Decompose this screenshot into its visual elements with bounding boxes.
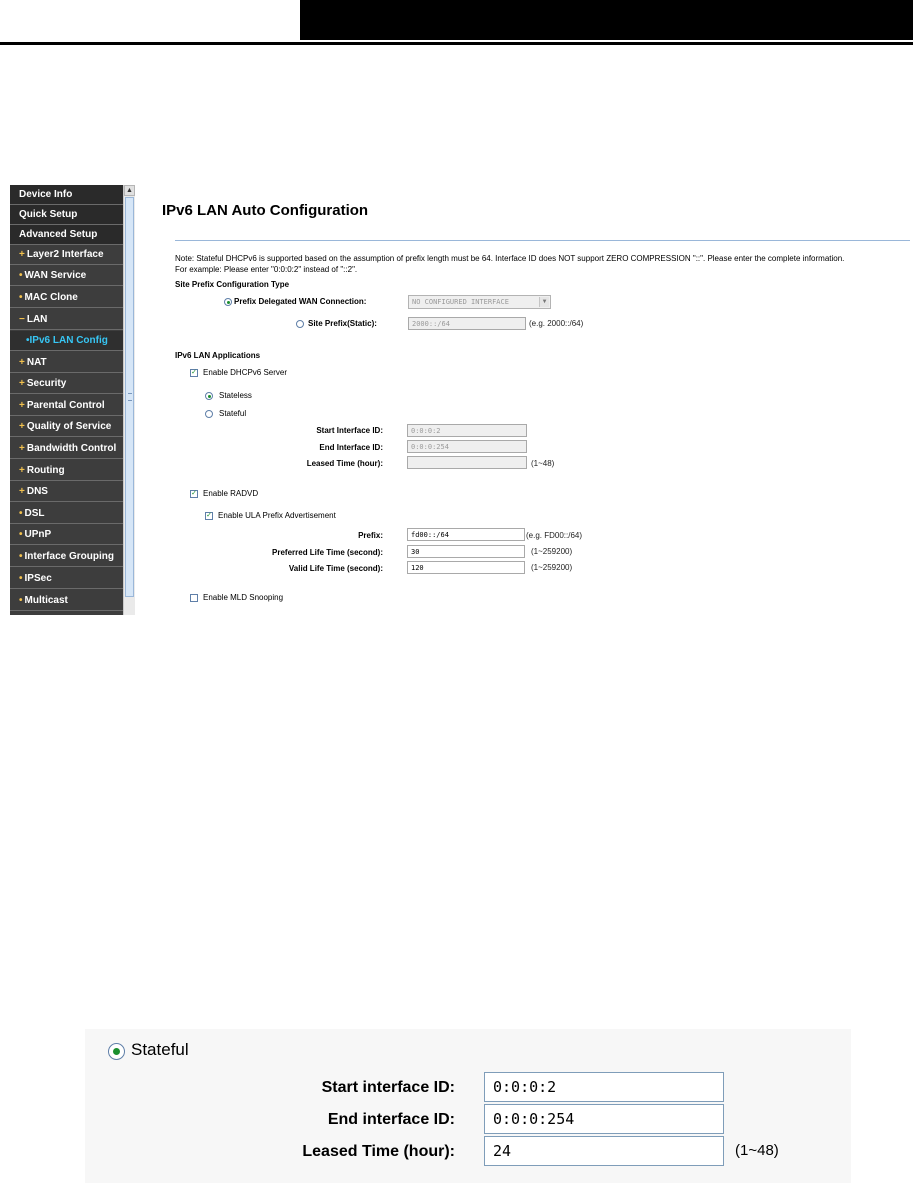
- note-line-1: Note: Stateful DHCPv6 is supported based on the assumption of prefix length must be 64. Interface ID does NOT support ZERO COMPRESSION "::". Please enter the complete information.: [175, 254, 845, 263]
- sidebar-item-label: DNS: [26, 486, 48, 497]
- site-prefix-static-hint: (e.g. 2000::/64): [529, 319, 584, 328]
- enable-mld-snooping-checkbox[interactable]: [190, 594, 198, 602]
- preferred-life-time-input[interactable]: [407, 545, 525, 558]
- site-prefix-static-radio[interactable]: [296, 320, 304, 328]
- sidebar-bullet-icon: +: [19, 421, 25, 432]
- sidebar-item-label: Parental Control: [26, 400, 105, 411]
- sidebar-bullet-icon: •: [19, 270, 23, 281]
- main-content: [135, 185, 910, 615]
- enable-radvd-checkbox[interactable]: ✓: [191, 490, 197, 497]
- leased-time-input-zoom[interactable]: [484, 1136, 724, 1166]
- valid-life-time-label: Valid Life Time (second):: [288, 564, 383, 573]
- prefix-hint: (e.g. FD00::/64): [526, 531, 583, 540]
- sidebar-item-label: DSL: [24, 508, 45, 519]
- sidebar-item-label: Multicast: [24, 595, 68, 606]
- router-config-screenshot: [10, 185, 910, 615]
- note-line-2: For example: Please enter "0:0:0:2" instead of "::2".: [175, 265, 358, 274]
- start-interface-id-input[interactable]: [407, 424, 527, 437]
- enable-dhcpv6-checkbox[interactable]: ✓: [191, 369, 197, 376]
- enable-dhcpv6-label: Enable DHCPv6 Server: [203, 368, 288, 377]
- sidebar-bullet-icon: •: [19, 292, 23, 303]
- sidebar-item-mac-clone[interactable]: [10, 288, 123, 308]
- sidebar-item-quick-setup[interactable]: [10, 205, 123, 225]
- leased-time-hint-zoom: (1~48): [735, 1142, 779, 1159]
- preferred-life-time-label: Preferred Life Time (second):: [272, 548, 383, 557]
- enable-ula-label: Enable ULA Prefix Advertisement: [218, 511, 336, 520]
- sidebar-item-routing[interactable]: [10, 461, 123, 481]
- sidebar-bullet-icon: •: [19, 529, 23, 540]
- sidebar-item-label: Quick Setup: [19, 209, 78, 220]
- sidebar-bullet-icon: +: [19, 249, 25, 260]
- sidebar-item-device-info[interactable]: [10, 185, 123, 205]
- prefix-delegated-wan-value: NO CONFIGURED INTERFACE: [412, 298, 509, 306]
- prefix-delegated-label: Prefix Delegated WAN Connection:: [234, 297, 367, 306]
- sidebar-item-label: Layer2 Interface: [26, 249, 104, 260]
- leased-time-input[interactable]: [407, 456, 527, 469]
- prefix-delegated-radio[interactable]: [224, 298, 232, 306]
- sidebar-item-nat[interactable]: [10, 353, 123, 373]
- start-interface-id-label: Start Interface ID:: [316, 426, 383, 435]
- sidebar-bullet-icon: +: [19, 443, 25, 454]
- sidebar-item-layer2-interface[interactable]: [10, 245, 123, 265]
- stateful-zoom-screenshot: [85, 1029, 851, 1183]
- site-prefix-static-input[interactable]: [408, 317, 526, 330]
- stateful-label: Stateful: [219, 409, 247, 418]
- sidebar-item-ipsec[interactable]: [10, 569, 123, 589]
- sidebar-item-label: WAN Service: [24, 270, 87, 281]
- sidebar-item-dsl[interactable]: [10, 504, 123, 524]
- start-interface-id-input-zoom[interactable]: [484, 1072, 724, 1102]
- valid-life-time-input[interactable]: [407, 561, 525, 574]
- title-divider: [175, 240, 910, 241]
- prefix-delegated-wan-select[interactable]: [408, 295, 551, 309]
- sidebar-item-multicast[interactable]: [10, 591, 123, 611]
- stateful-label-zoom: Stateful: [131, 1040, 189, 1059]
- sidebar-item-label: MAC Clone: [24, 292, 78, 303]
- sidebar-item-lan[interactable]: [10, 310, 123, 330]
- sidebar-bullet-icon: •: [19, 508, 23, 519]
- preferred-life-time-hint: (1~259200): [531, 547, 573, 556]
- sidebar-item-dns[interactable]: [10, 482, 123, 502]
- prefix-input[interactable]: [407, 528, 525, 541]
- end-interface-id-label: End Interface ID:: [319, 443, 383, 452]
- enable-mld-snooping-label: Enable MLD Snooping: [203, 593, 284, 602]
- prefix-label: Prefix:: [358, 531, 383, 540]
- leased-time-label: Leased Time (hour):: [306, 459, 383, 468]
- start-interface-id-label-zoom: Start interface ID:: [321, 1079, 455, 1096]
- scroll-grip-icon: [128, 393, 132, 401]
- site-prefix-section-title: Site Prefix Configuration Type: [175, 280, 290, 289]
- sidebar-item-parental-control[interactable]: [10, 396, 123, 416]
- sidebar-item-advanced-setup[interactable]: [10, 225, 123, 245]
- enable-radvd-label: Enable RADVD: [203, 489, 259, 498]
- sidebar-bullet-icon: +: [19, 400, 25, 411]
- sidebar-bullet-icon: •: [19, 573, 23, 584]
- stateful-radio[interactable]: [205, 410, 213, 418]
- enable-ula-checkbox[interactable]: ✓: [206, 512, 212, 519]
- sidebar-item-bandwidth-control[interactable]: [10, 439, 123, 459]
- sidebar-item-interface-grouping[interactable]: [10, 547, 123, 567]
- stateless-radio[interactable]: [205, 392, 213, 400]
- sidebar-item-label: Advanced Setup: [19, 229, 98, 240]
- sidebar-bullet-icon: •: [19, 595, 23, 606]
- end-interface-id-input-zoom[interactable]: [484, 1104, 724, 1134]
- sidebar-item-label: LAN: [26, 314, 48, 325]
- sidebar-bullet-icon: +: [19, 357, 25, 368]
- sidebar-bullet-icon: +: [19, 378, 25, 389]
- sidebar-bullet-icon: −: [19, 314, 25, 325]
- sidebar-item-label: Device Info: [19, 189, 73, 200]
- chevron-down-icon: ▼: [539, 297, 549, 307]
- sidebar-bullet-icon: +: [19, 486, 25, 497]
- document-header-bar: [300, 0, 913, 40]
- sidebar-item-label: Quality of Service: [26, 421, 112, 432]
- leased-time-hint: (1~48): [531, 459, 555, 468]
- sidebar-item-label: IPSec: [24, 573, 52, 584]
- sidebar-item-security[interactable]: [10, 374, 123, 394]
- sidebar-scrollbar[interactable]: [123, 185, 135, 615]
- sidebar-item-label: UPnP: [24, 529, 52, 540]
- sidebar-item-quality-of-service[interactable]: [10, 417, 123, 437]
- sidebar-bullet-icon: •: [19, 551, 23, 562]
- sidebar-item-label: Security: [26, 378, 67, 389]
- scroll-up-arrow-icon[interactable]: ▲: [124, 185, 135, 196]
- end-interface-id-label-zoom: End interface ID:: [327, 1111, 455, 1128]
- document-header-rule: [0, 42, 913, 45]
- sidebar-item-ipv6-lan-config[interactable]: [10, 331, 123, 351]
- sidebar-item-wan-service[interactable]: [10, 266, 123, 286]
- stateless-label: Stateless: [219, 391, 252, 400]
- sidebar-item-label: NAT: [26, 357, 47, 368]
- sidebar-item-label: Bandwidth Control: [26, 443, 117, 454]
- sidebar-nav: [10, 185, 123, 615]
- sidebar-bullet-icon: •: [26, 335, 30, 346]
- stateful-radio-zoom[interactable]: [108, 1043, 125, 1060]
- scroll-thumb[interactable]: [125, 197, 134, 597]
- sidebar-item-label: Routing: [26, 465, 65, 476]
- site-prefix-static-label: Site Prefix(Static):: [308, 319, 377, 328]
- sidebar-item-label: Interface Grouping: [24, 551, 114, 562]
- page-title: IPv6 LAN Auto Configuration: [162, 202, 369, 219]
- leased-time-label-zoom: Leased Time (hour):: [302, 1143, 455, 1160]
- valid-life-time-hint: (1~259200): [531, 563, 573, 572]
- end-interface-id-input[interactable]: [407, 440, 527, 453]
- lan-applications-section-title: IPv6 LAN Applications: [175, 351, 261, 360]
- sidebar-bullet-icon: +: [19, 465, 25, 476]
- sidebar-item-upnp[interactable]: [10, 525, 123, 545]
- sidebar-item-label: IPv6 LAN Config: [29, 335, 108, 346]
